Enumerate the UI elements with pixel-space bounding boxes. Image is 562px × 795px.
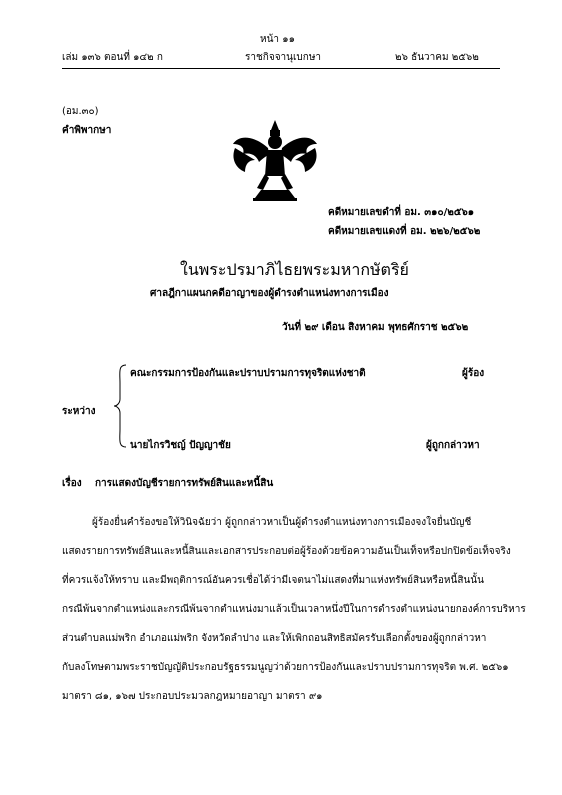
subject-text: การแสดงบัญชีรายการทรัพย์สินและหนี้สิน xyxy=(95,478,274,489)
party-brace-icon xyxy=(112,363,128,449)
defendant-role: ผู้ถูกกล่าวหา xyxy=(426,440,480,451)
body-line: แสดงรายการทรัพย์สินและหนี้สินและเอกสารประกอบต่อผู้ร้องด้วยข้อความอันเป็นเท็จหรือปกปิดข้อเท็จจริง xyxy=(62,546,511,557)
royal-title: ในพระปรมาภิไธยพระมหากษัตริย์ xyxy=(180,260,409,279)
garuda-emblem-icon xyxy=(225,118,325,203)
body-line: มาตรา ๘๑, ๑๖๗ ประกอบประมวลกฎหมายอาญา มาตรา ๙๑ xyxy=(62,691,323,702)
body-line: กับลงโทษตามพระราชบัญญัติประกอบรัฐธรรมนูญว่าด้วยการป้องกันและปราบปรามการทุจริต พ.ศ. ๒๕๖๑ xyxy=(62,662,509,673)
body-line: ผู้ร้องยื่นคำร้องขอให้วินิจฉัยว่า ผู้ถูกกล่าวหาเป็นผู้ดำรงตำแหน่งทางการเมืองจงใจยื่นบัญชี xyxy=(92,517,472,528)
case-number-black: คดีหมายเลขดำที่ อม. ๓๑๐/๒๕๖๑ xyxy=(328,207,475,218)
court-name: ศาลฎีกาแผนกคดีอาญาของผู้ดำรงตำแหน่งทางการเมือง xyxy=(150,288,389,299)
form-code: (อม.๓๐) xyxy=(62,106,99,117)
case-number-red: คดีหมายเลขแดงที่ อม. ๒๒๖/๒๕๖๒ xyxy=(328,226,481,237)
page-number: หน้า ๑๑ xyxy=(260,34,295,45)
body-line: ที่ควรแจ้งให้ทราบ และมีพฤติการณ์อันควรเชื่อได้ว่ามีเจตนาไม่แสดงที่มาแห่งทรัพย์สินหรือหนี้สินนั้น xyxy=(62,575,484,586)
defendant-name: นายไกรวิชญ์ ปัญญาชัย xyxy=(130,440,231,451)
plaintiff-role: ผู้ร้อง xyxy=(462,368,485,379)
header-rule xyxy=(62,68,500,69)
between-label: ระหว่าง xyxy=(62,406,96,417)
plaintiff-name: คณะกรรมการป้องกันและปราบปรามการทุจริตแห่งชาติ xyxy=(130,368,366,379)
gazette-volume: เล่ม ๑๓๖ ตอนที่ ๑๔๒ ก xyxy=(62,52,163,63)
gazette-date: ๒๖ ธันวาคม ๒๕๖๒ xyxy=(395,52,479,63)
gazette-name: ราชกิจจานุเบกษา xyxy=(245,52,322,63)
subject-label: เรื่อง xyxy=(62,478,82,489)
body-line: ส่วนตำบลแม่พริก อำเภอแม่พริก จังหวัดลำปาง และให้เพิกถอนสิทธิสมัครรับเลือกตั้งของผู้ถูกกล่าวหา xyxy=(62,633,487,644)
judgment-date: วันที่ ๒๙ เดือน สิงหาคม พุทธศักราช ๒๕๖๒ xyxy=(282,322,469,333)
body-line: กรณีพ้นจากตำแหน่งและกรณีพ้นจากตำแหน่งมาแล้วเป็นเวลาหนึ่งปีในการดำรงตำแหน่งนายกองค์การบริหาร xyxy=(62,604,526,615)
document-type: คำพิพากษา xyxy=(62,125,112,136)
